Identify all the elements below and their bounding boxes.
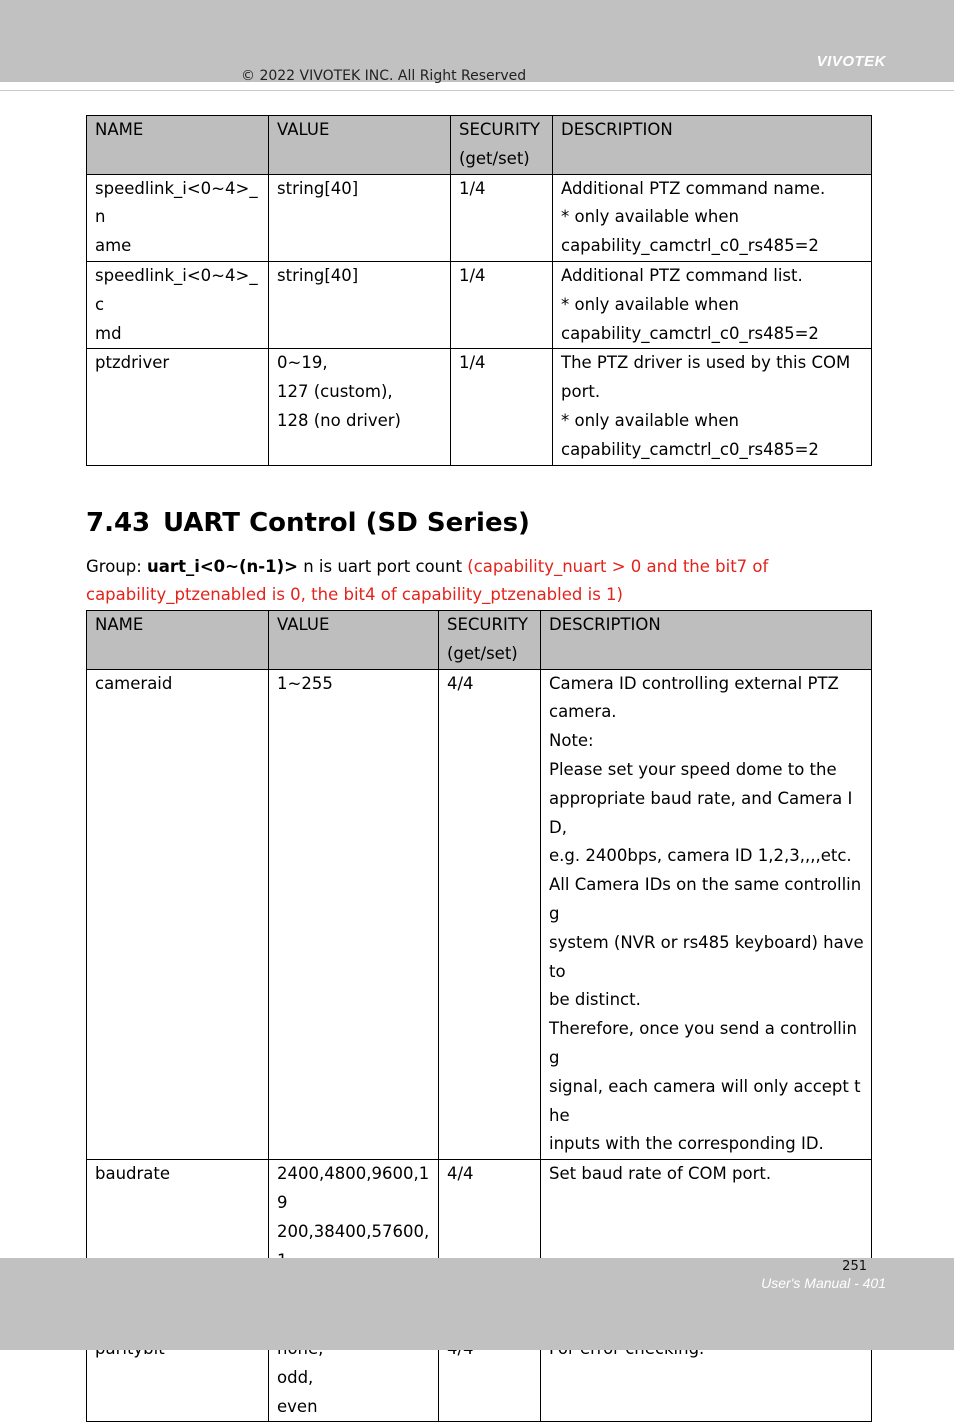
cell-description-line: All Camera IDs on the same controlling [549,875,862,923]
header-divider [0,90,954,91]
cell-security-text: 1/4 [459,178,486,198]
cell-description-line: capability_camctrl_c0_rs485=2 [561,236,819,256]
cell-value-line: 128 (no driver) [277,410,401,430]
cell-description [553,261,872,348]
cell-name-line: speedlink_i<0~4>_n [95,178,258,227]
cell-name-line: ame [95,236,132,256]
header-name: NAME [87,116,269,175]
group-prefix: Group: [86,557,148,576]
cell-name-line: speedlink_i<0~4>_c [95,265,258,314]
cell-value [269,349,451,465]
section-title: UART Control (SD Series) [163,508,530,538]
header-security: SECURITY (get/set) [439,611,541,670]
cell-value [269,174,451,261]
cell-security-text: 4/4 [447,1164,474,1184]
cell-security [451,174,553,261]
cell-description-line: camera. [549,702,617,722]
cell-description-line: e.g. 2400bps, camera ID 1,2,3,,,,etc. [549,846,852,866]
cell-name [87,669,269,1160]
cell-description-line: inputs with the corresponding ID. [549,1134,824,1154]
cell-name-line: baudrate [95,1164,171,1184]
cell-name [87,349,269,465]
cell-value-line: 127 (custom), [277,382,393,402]
cell-description-line: system (NVR or rs485 keyboard) have to [549,932,864,981]
cell-description-line: The PTZ driver is used by this COM [561,353,851,373]
cell-description-line: * only available when [561,207,739,227]
cell-value [269,261,451,348]
cell-description [553,174,872,261]
header-value: VALUE [269,611,439,670]
cell-value-line: 200,38400,57600, [277,1221,430,1241]
cell-description-line: Note: [549,731,594,751]
group-name: uart_i<0~(n-1)> [147,557,298,576]
cell-security-text: 4/4 [447,673,474,693]
group-text: n is uart port count [297,557,468,576]
cell-description-line: signal, each camera will only accept the [549,1076,861,1125]
cell-description-line: Therefore, once you send a controlling [549,1019,857,1067]
cell-name [87,174,269,261]
section-heading [86,505,530,541]
speedlink-parameters-table [86,115,872,466]
footer-band [0,1258,954,1350]
table-row [87,349,872,465]
cell-value-line: 0~19, [277,353,328,373]
cell-description-line: Please set your speed dome to the [549,759,837,779]
cell-security-text: 1/4 [459,353,486,373]
cell-name-line: ptzdriver [95,353,170,373]
cell-description-line: Additional PTZ command name. [561,178,826,198]
cell-description-line: * only available when [561,294,739,314]
copyright-text: © 2022 VIVOTEK INC. All Right Reserved [241,68,527,84]
cell-value-line: 2400,4800,9600,19 [277,1164,430,1212]
cell-name [87,261,269,348]
cell-description-line: be distinct. [549,990,641,1010]
cell-description-line: Camera ID controlling external PTZ [549,673,839,693]
cell-description [541,669,872,1160]
cell-security [451,261,553,348]
header-description: DESCRIPTION [553,116,872,175]
section-number: 7.43 [86,508,151,538]
cell-value-line: string[40] [277,265,359,285]
cell-description-line: capability_camctrl_c0_rs485=2 [561,323,819,343]
manual-page-label: User's Manual - 401 [761,1275,886,1291]
cell-description-line: capability_camctrl_c0_rs485=2 [561,439,819,459]
cell-value [269,669,439,1160]
cell-description-line: Additional PTZ command list. [561,265,803,285]
table-row [87,174,872,261]
header-description: DESCRIPTION [541,611,872,670]
header-name: NAME [87,611,269,670]
page-number: 251 [842,1259,867,1274]
cell-description-line: appropriate baud rate, and Camera ID, [549,788,853,837]
header-value: VALUE [269,116,451,175]
cell-name-line: md [95,323,122,343]
cell-security [451,349,553,465]
table-row [87,261,872,348]
cell-value-line: even [277,1396,318,1416]
table-header-row [87,116,872,175]
group-condition-line2: capability_ptzenabled is 0, the bit4 of capability_ptzenabled is 1) [86,585,623,604]
cell-security [439,669,541,1160]
table-row [87,669,872,1160]
cell-value-line: string[40] [277,178,359,198]
brand-logo-text: VIVOTEK [816,53,886,70]
cell-value-line: odd, [277,1367,314,1387]
cell-value-line: 1~255 [277,673,333,693]
cell-description-line: Set baud rate of COM port. [549,1164,772,1184]
table-header-row [87,611,872,670]
group-description [86,553,876,609]
group-condition-line1: (capability_nuart > 0 and the bit7 of [467,557,769,576]
header-security: SECURITY (get/set) [451,116,553,175]
cell-description-line: * only available when [561,410,739,430]
cell-security-text: 1/4 [459,265,486,285]
cell-description-line: port. [561,382,601,402]
cell-description [553,349,872,465]
cell-name-line: cameraid [95,673,173,693]
